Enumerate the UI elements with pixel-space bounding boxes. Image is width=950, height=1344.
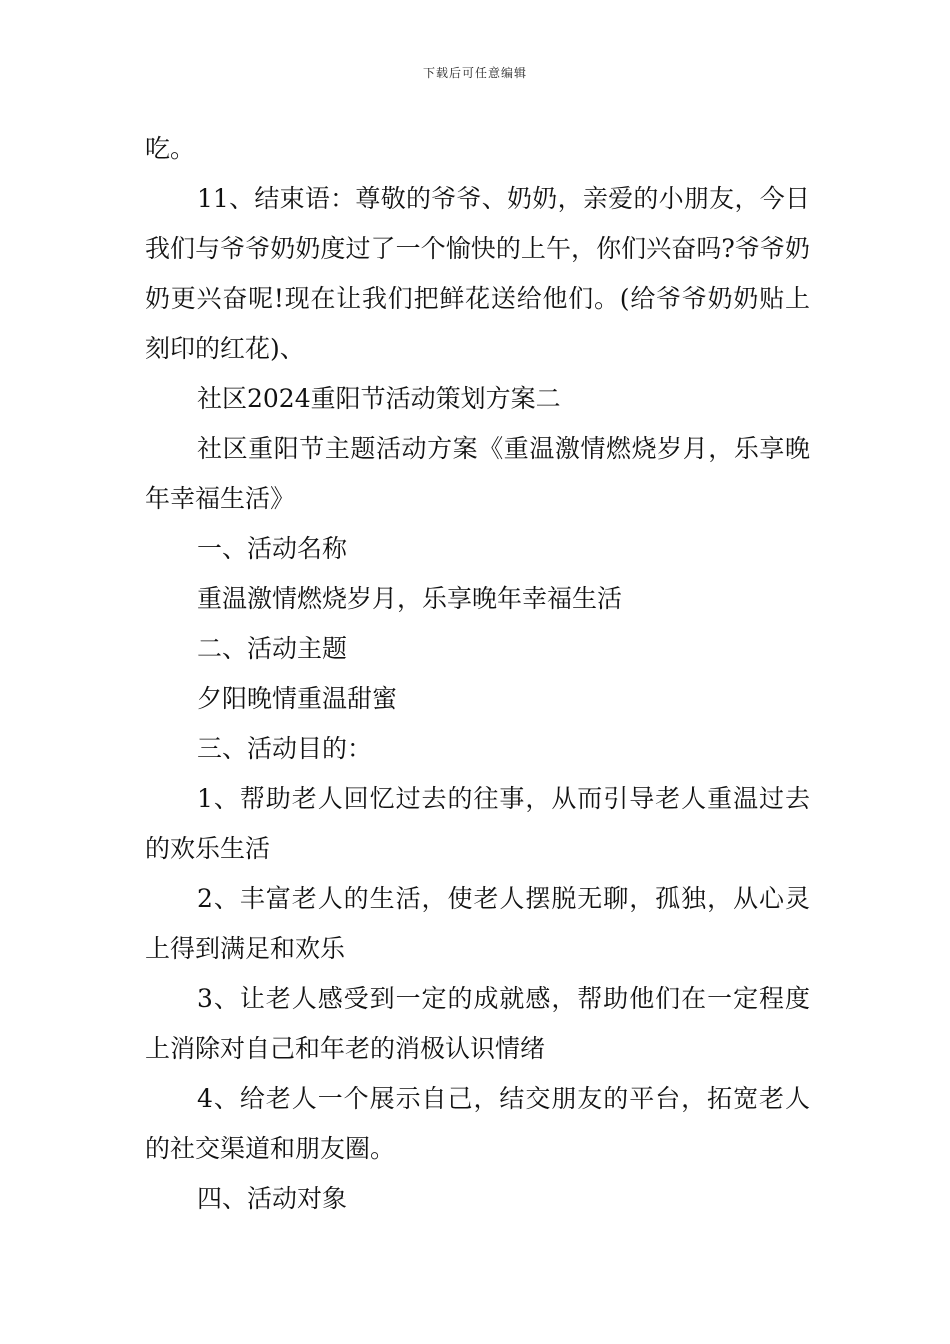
list-item-purpose-1: 1、帮助老人回忆过去的往事，从而引导老人重温过去的欢乐生活	[145, 784, 810, 863]
heading-activity-purpose: 三、活动目的：	[197, 734, 373, 763]
document-body	[145, 124, 810, 1224]
list-item-purpose-2: 2、丰富老人的生活，使老人摆脱无聊，孤独，从心灵上得到满足和欢乐	[145, 884, 810, 963]
heading-activity-target: 四、活动对象	[197, 1184, 348, 1213]
paragraph-closing-remarks: 11、结束语：尊敬的爷爷、奶奶，亲爱的小朋友，今日我们与爷爷奶奶度过了一个愉快的上午，你们兴奋吗?爷爷奶奶更兴奋呢!现在让我们把鲜花送给他们。(给爷爷奶奶贴上刻印的红花)、	[145, 184, 810, 363]
paragraph-continuation: 吃。	[145, 134, 196, 163]
paragraph-theme-plan: 社区重阳节主题活动方案《重温激情燃烧岁月，乐享晚年幸福生活》	[145, 434, 810, 513]
section-title-plan-two: 社区2024重阳节活动策划方案二	[197, 384, 561, 413]
paragraph-activity-theme: 夕阳晚情重温甜蜜	[197, 684, 398, 713]
paragraph-activity-name: 重温激情燃烧岁月，乐享晚年幸福生活	[197, 584, 623, 613]
page-header-note: 下载后可任意编辑	[422, 66, 527, 80]
heading-activity-name: 一、活动名称	[197, 534, 348, 563]
list-item-purpose-4: 4、给老人一个展示自己，结交朋友的平台，拓宽老人的社交渠道和朋友圈。	[145, 1084, 810, 1163]
list-item-purpose-3: 3、让老人感受到一定的成就感，帮助他们在一定程度上消除对自己和年老的消极认识情绪	[145, 984, 810, 1063]
heading-activity-theme: 二、活动主题	[197, 634, 348, 663]
